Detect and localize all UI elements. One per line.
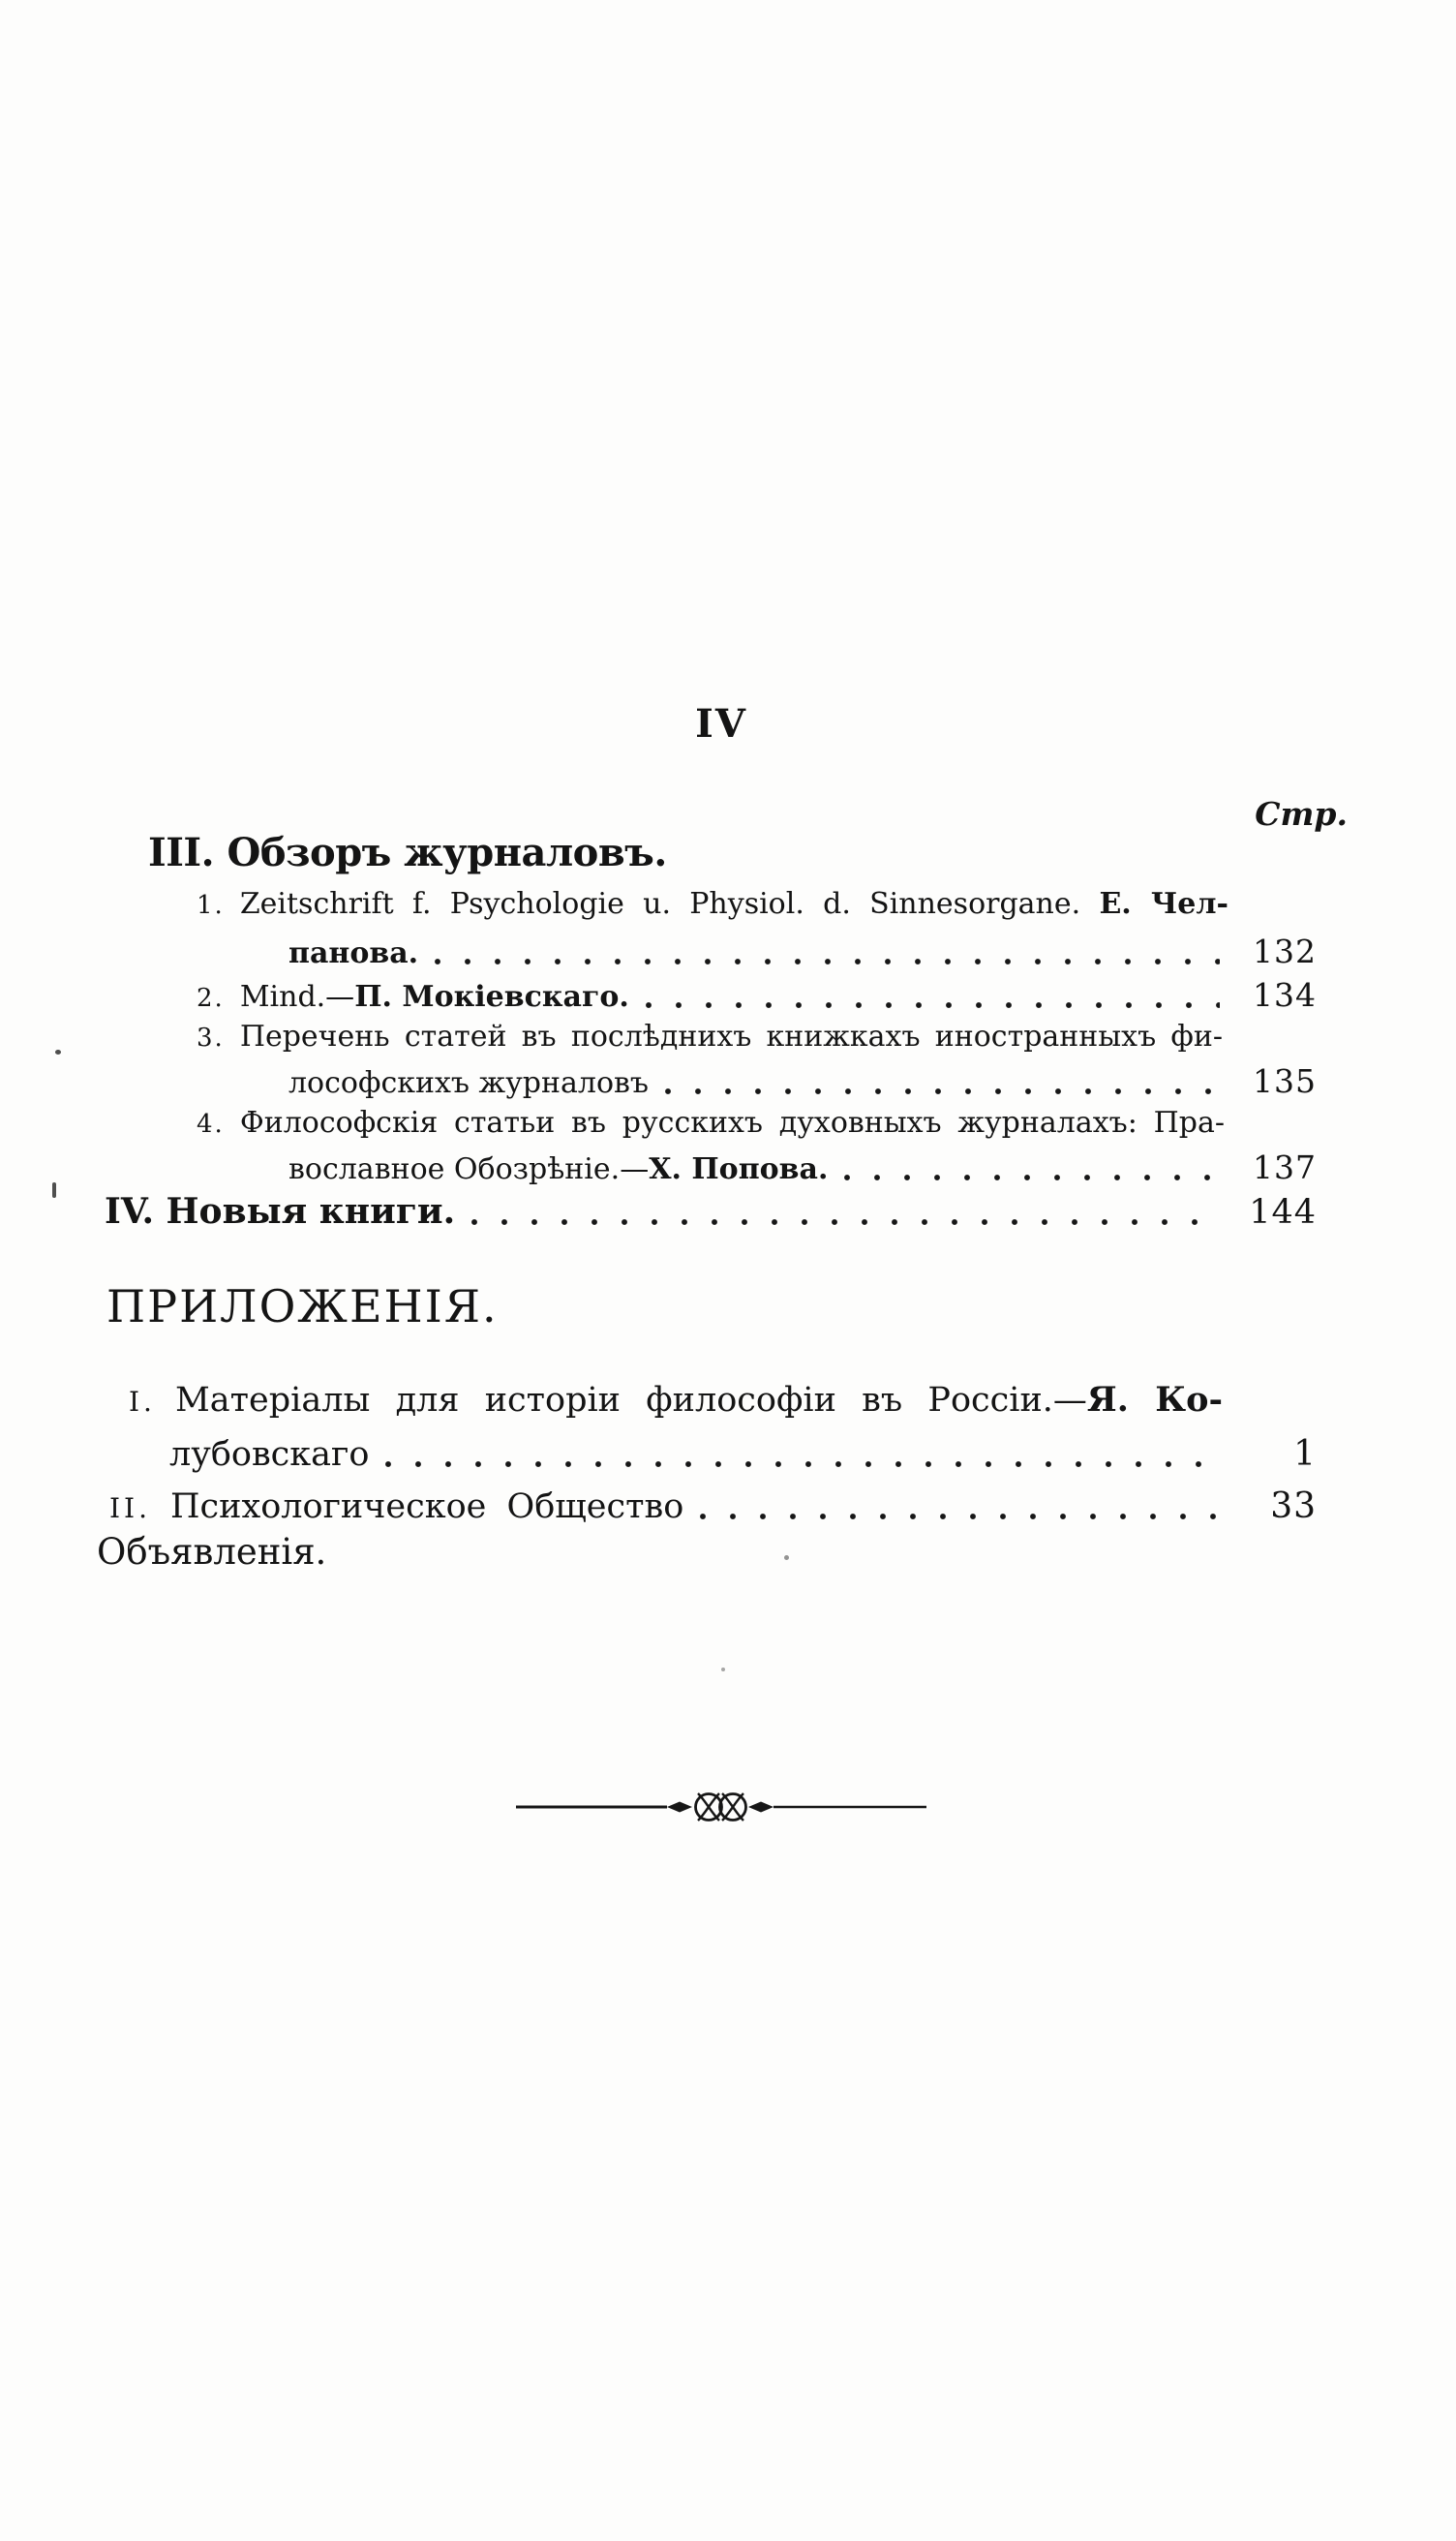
- dot-leader: [843, 1174, 1220, 1181]
- dot-leader: [470, 1218, 1220, 1226]
- appendix-item-2: [109, 1486, 1317, 1526]
- page-number: 135: [1253, 1062, 1317, 1100]
- toc-item-3-line-1: [197, 1021, 1223, 1055]
- toc-item-1-line-2: [288, 934, 1317, 971]
- item-author: Я. Ко-: [1086, 1380, 1223, 1420]
- toc-item-4-line-1: [197, 1107, 1225, 1141]
- ink-speck: [784, 1555, 789, 1560]
- page-number: 1: [1293, 1434, 1317, 1474]
- page-folio: IV: [695, 701, 747, 747]
- item-text: Zeitschrift f. Psychologie u. Physiol. d. Sinnesorgane.: [239, 887, 1081, 921]
- dot-leader: [384, 1460, 1220, 1468]
- divider-ornament: [514, 1786, 928, 1832]
- item-text-continuation: лософскихъ журналовъ: [288, 1066, 649, 1100]
- appendix-heading: ПРИЛОЖЕНІЯ.: [106, 1280, 499, 1332]
- ink-speck: [721, 1668, 725, 1671]
- item-text: Философскія статьи въ русскихъ духовныхъ журналахъ: Пра-: [239, 1106, 1225, 1140]
- dot-leader: [645, 1001, 1220, 1009]
- item-text: Перечень статей въ послѣднихъ книжкахъ иностранныхъ фи-: [239, 1020, 1223, 1054]
- dot-leader: [699, 1513, 1220, 1520]
- appendix-footer: Объявленія.: [97, 1531, 327, 1573]
- toc-item-2: [197, 977, 1317, 1015]
- toc-item-1-line-1: [197, 888, 1228, 922]
- item-author: Е. Чел-: [1099, 887, 1228, 921]
- item-number: I.: [129, 1386, 156, 1418]
- item-text-continuation: вославное Обозрѣніе.—: [288, 1152, 650, 1186]
- page-number: 137: [1253, 1148, 1317, 1186]
- item-author: П. Мокіевскаго.: [354, 980, 629, 1014]
- appendix-item-1-line-2: [169, 1434, 1317, 1474]
- dot-leader: [434, 958, 1220, 965]
- dot-leader: [664, 1087, 1220, 1095]
- ink-speck: [52, 1182, 56, 1198]
- toc-item-3-line-2: [288, 1063, 1317, 1101]
- item-number: II.: [109, 1492, 152, 1524]
- item-number: 2.: [197, 984, 225, 1013]
- section-heading-journals: III. Обзоръ журналовъ.: [148, 830, 667, 875]
- toc-item-new-books: [105, 1192, 1317, 1232]
- item-text: Mind.—: [239, 980, 355, 1014]
- page-number: 144: [1249, 1193, 1317, 1232]
- appendix-item-1-line-1: [129, 1381, 1223, 1420]
- toc-item-4-line-2: [288, 1149, 1317, 1187]
- divider-ornament-graphic: [514, 1786, 928, 1828]
- item-text: Матеріалы для исторіи философіи въ Россіи.—: [174, 1381, 1087, 1420]
- page-number: 33: [1270, 1486, 1317, 1526]
- page-number: 132: [1253, 933, 1317, 970]
- item-text-continuation: лубовскаго: [169, 1435, 370, 1474]
- item-text: Психологическое Общество: [170, 1487, 684, 1526]
- item-author-continuation: панова.: [288, 936, 419, 970]
- item-number: 3.: [197, 1024, 225, 1053]
- item-number: 4.: [197, 1110, 225, 1139]
- item-author: Х. Попова.: [649, 1152, 829, 1186]
- section-label: IV. Новыя книги.: [105, 1191, 456, 1232]
- item-number: 1.: [197, 891, 225, 920]
- ink-speck: [55, 1050, 61, 1055]
- page-number: 134: [1253, 976, 1317, 1014]
- page-column-header: Стр.: [1255, 795, 1348, 833]
